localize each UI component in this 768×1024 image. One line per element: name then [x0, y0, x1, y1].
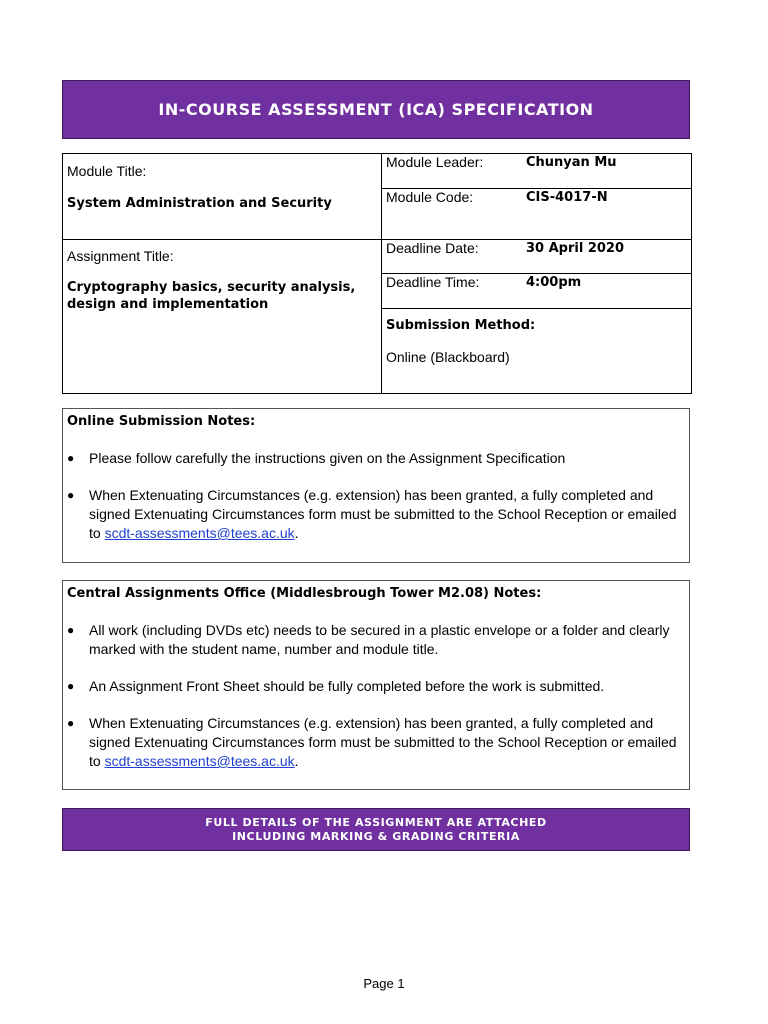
- submission-method-label: Submission Method:: [386, 318, 536, 333]
- deadline-date-cell: [382, 240, 692, 274]
- office-note-2: An Assignment Front Sheet should be fully completed before the work is submitted.: [89, 678, 605, 694]
- deadline-time-value: 4:00pm: [526, 274, 582, 290]
- module-title-label: Module Title:: [67, 163, 147, 179]
- bullet-icon: ●: [67, 451, 75, 465]
- online-notes-heading: Online Submission Notes:: [67, 414, 256, 429]
- module-leader-cell: [382, 154, 692, 189]
- deadline-time-label: Deadline Time:: [386, 274, 480, 290]
- office-note-3: When Extenuating Circumstances (e.g. extension) has been granted, a fully completed and signed Extenuating Circumstances form must be submitted to the School Reception or emailed to: [89, 715, 677, 769]
- module-leader-label: Module Leader:: [386, 154, 484, 170]
- list-item: [67, 621, 685, 659]
- list-item: [67, 486, 685, 543]
- assignment-title-cell: [63, 240, 382, 394]
- page-number: Page 1: [363, 976, 405, 991]
- module-code-value: CIS-4017-N: [526, 189, 608, 205]
- submission-method-cell: [382, 309, 692, 394]
- module-leader-value: Chunyan Mu: [526, 154, 617, 170]
- online-submission-notes: [62, 408, 690, 563]
- assignment-title-label: Assignment Title:: [67, 248, 174, 264]
- bullet-icon: ●: [67, 623, 75, 637]
- deadline-date-value: 30 April 2020: [526, 240, 625, 256]
- list-item: [67, 449, 685, 468]
- module-title-value: System Administration and Security: [67, 196, 332, 211]
- module-title-cell: [63, 154, 382, 240]
- submission-method-value: Online (Blackboard): [386, 349, 510, 365]
- office-notes-heading: Central Assignments Office (Middlesbrough Tower M2.08) Notes:: [67, 586, 542, 601]
- module-info-table: [62, 153, 692, 394]
- module-code-label: Module Code:: [386, 189, 474, 205]
- online-note-1: Please follow carefully the instructions given on the Assignment Specification: [89, 450, 566, 466]
- page-title: IN-COURSE ASSESSMENT (ICA) SPECIFICATION: [62, 80, 690, 139]
- central-assignments-office-notes: [62, 580, 690, 790]
- office-email-link[interactable]: scdt-assessments@tees.ac.uk: [104, 753, 295, 769]
- bullet-icon: ●: [67, 716, 75, 730]
- deadline-time-cell: [382, 274, 692, 309]
- office-note-3-end: .: [294, 753, 299, 769]
- list-item: [67, 677, 685, 696]
- assessments-email-link[interactable]: scdt-assessments@tees.ac.uk: [104, 525, 295, 541]
- deadline-date-label: Deadline Date:: [386, 240, 479, 256]
- bullet-icon: ●: [67, 679, 75, 693]
- list-item: [67, 714, 685, 771]
- online-note-2-end: .: [294, 525, 299, 541]
- module-code-cell: [382, 189, 692, 240]
- office-note-1: All work (including DVDs etc) needs to be secured in a plastic envelope or a folder and clearly marked with the student name, number and module title.: [89, 622, 670, 657]
- full-details-line-1: FULL DETAILS OF THE ASSIGNMENT ARE ATTACHED: [205, 816, 547, 829]
- online-note-2: When Extenuating Circumstances (e.g. extension) has been granted, a fully completed and signed Extenuating Circumstances form must be submitted to the School Reception or emailed to: [89, 487, 677, 541]
- assignment-title-value: Cryptography basics, security analysis, design and implementation: [67, 280, 356, 312]
- bullet-icon: ●: [67, 488, 75, 502]
- full-details-line-2: INCLUDING MARKING & GRADING CRITERIA: [232, 830, 520, 843]
- full-details-banner: [62, 808, 690, 851]
